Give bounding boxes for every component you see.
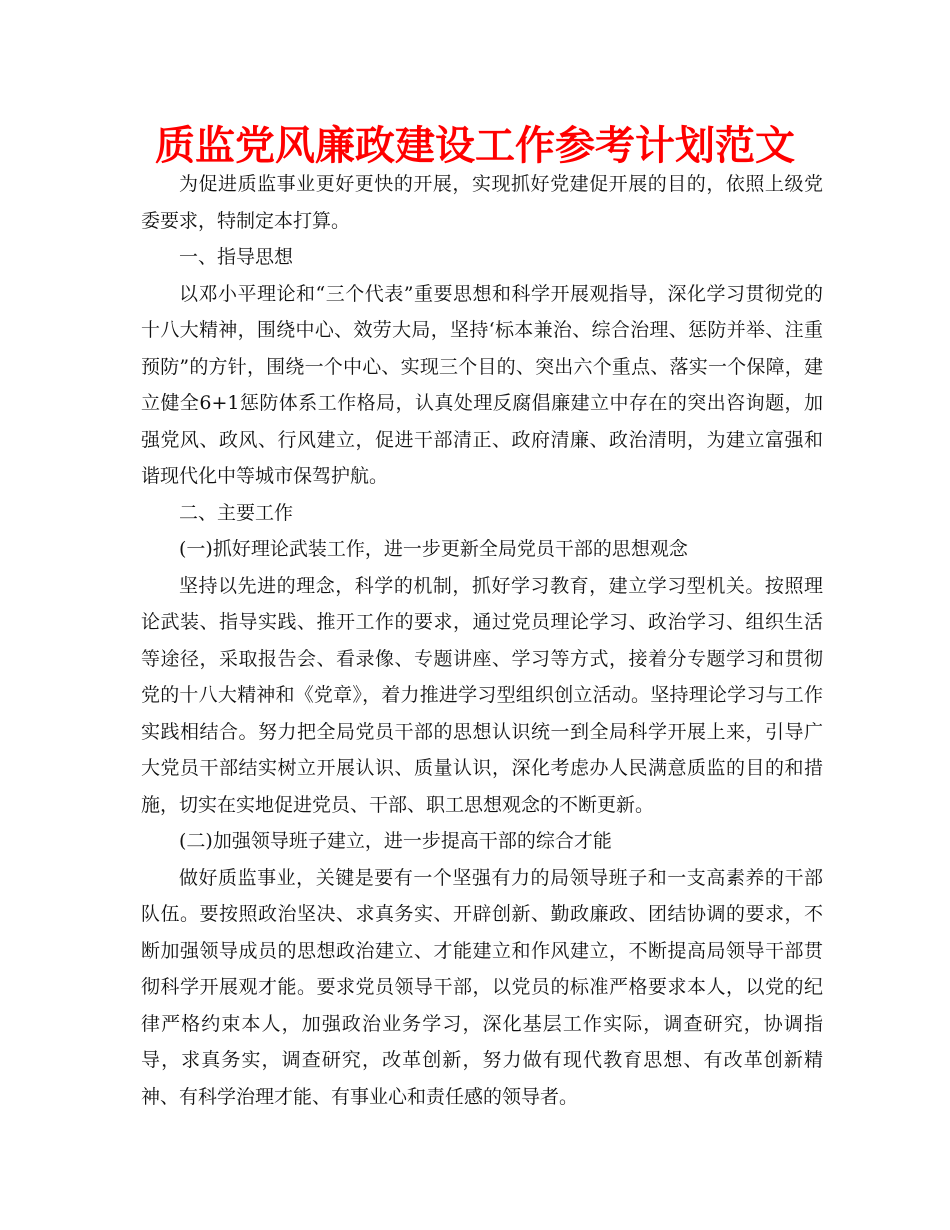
document-title: 质监党风廉政建设工作参考计划范文	[155, 122, 795, 169]
subheading-leadership: (二)加强领导班子建立，进一步提高干部的综合才能	[179, 830, 612, 852]
paragraph-leadership: 做好质监事业，关键是要有一个坚强有力的局领导班子和一支高素养的干部队伍。要按照政治坚决、求真务实、开辟创新、勤政廉政、团结协调的要求，不断加强领导成员的思想政治建立、才能建立和作风建立，不断提高局领导干部贯彻科学开展观才能。要求党员领导干部，以党员的标准严格要求本人，以党的纪律严格约束本人，加强政治业务学习，深化基层工作实际，调查研究，协调指导，求真务实，调查研究，改革创新，努力做有现代教育思想、有改革创新精神、有科学治理才能、有事业心和责任感的领导者。	[141, 866, 823, 1108]
subheading-theory-armament: (一)抓好理论武装工作，进一步更新全局党员干部的思想观念	[179, 538, 688, 560]
section-heading-main-work: 二、主要工作	[179, 501, 294, 524]
paragraph-intro: 为促进质监事业更好更快的开展，实现抓好党建促开展的目的，依照上级党委要求，特制定本打算。	[141, 173, 823, 232]
document-body	[141, 166, 823, 1115]
paragraph-theory-armament: 坚持以先进的理念，科学的机制，抓好学习教育，建立学习型机关。按照理论武装、指导实践、推开工作的要求，通过党员理论学习、政治学习、组织生活等途径，采取报告会、看录像、专题讲座、学习等方式，接着分专题学习和贯彻党的十八大精神和《党章》，着力推进学习型组织创立活动。坚持理论学习与工作实践相结合。努力把全局党员干部的思想认识统一到全局科学开展上来，引导广大党员干部结实树立开展认识、质量认识，深化考虑办人民满意质监的目的和措施，切实在实地促进党员、干部、职工思想观念的不断更新。	[141, 574, 823, 816]
section-heading-guiding-thought: 一、指导思想	[179, 246, 294, 268]
paragraph-guiding-thought: 以邓小平理论和“三个代表”重要思想和科学开展观指导，深化学习贯彻党的十八大精神，围绕中心、效劳大局，坚持‘标本兼治、综合治理、惩防并举、注重预防”的方针，围绕一个中心、实现三个目的、突出六个重点、落实一个保障，建立健全6+1惩防体系工作格局，认真处理反腐倡廉建立中存在的突出咨询题，加强党风、政风、行风建立，促进干部清正、政府清廉、政治清明，为建立富强和谐现代化中等城市保驾护航。	[141, 282, 823, 487]
